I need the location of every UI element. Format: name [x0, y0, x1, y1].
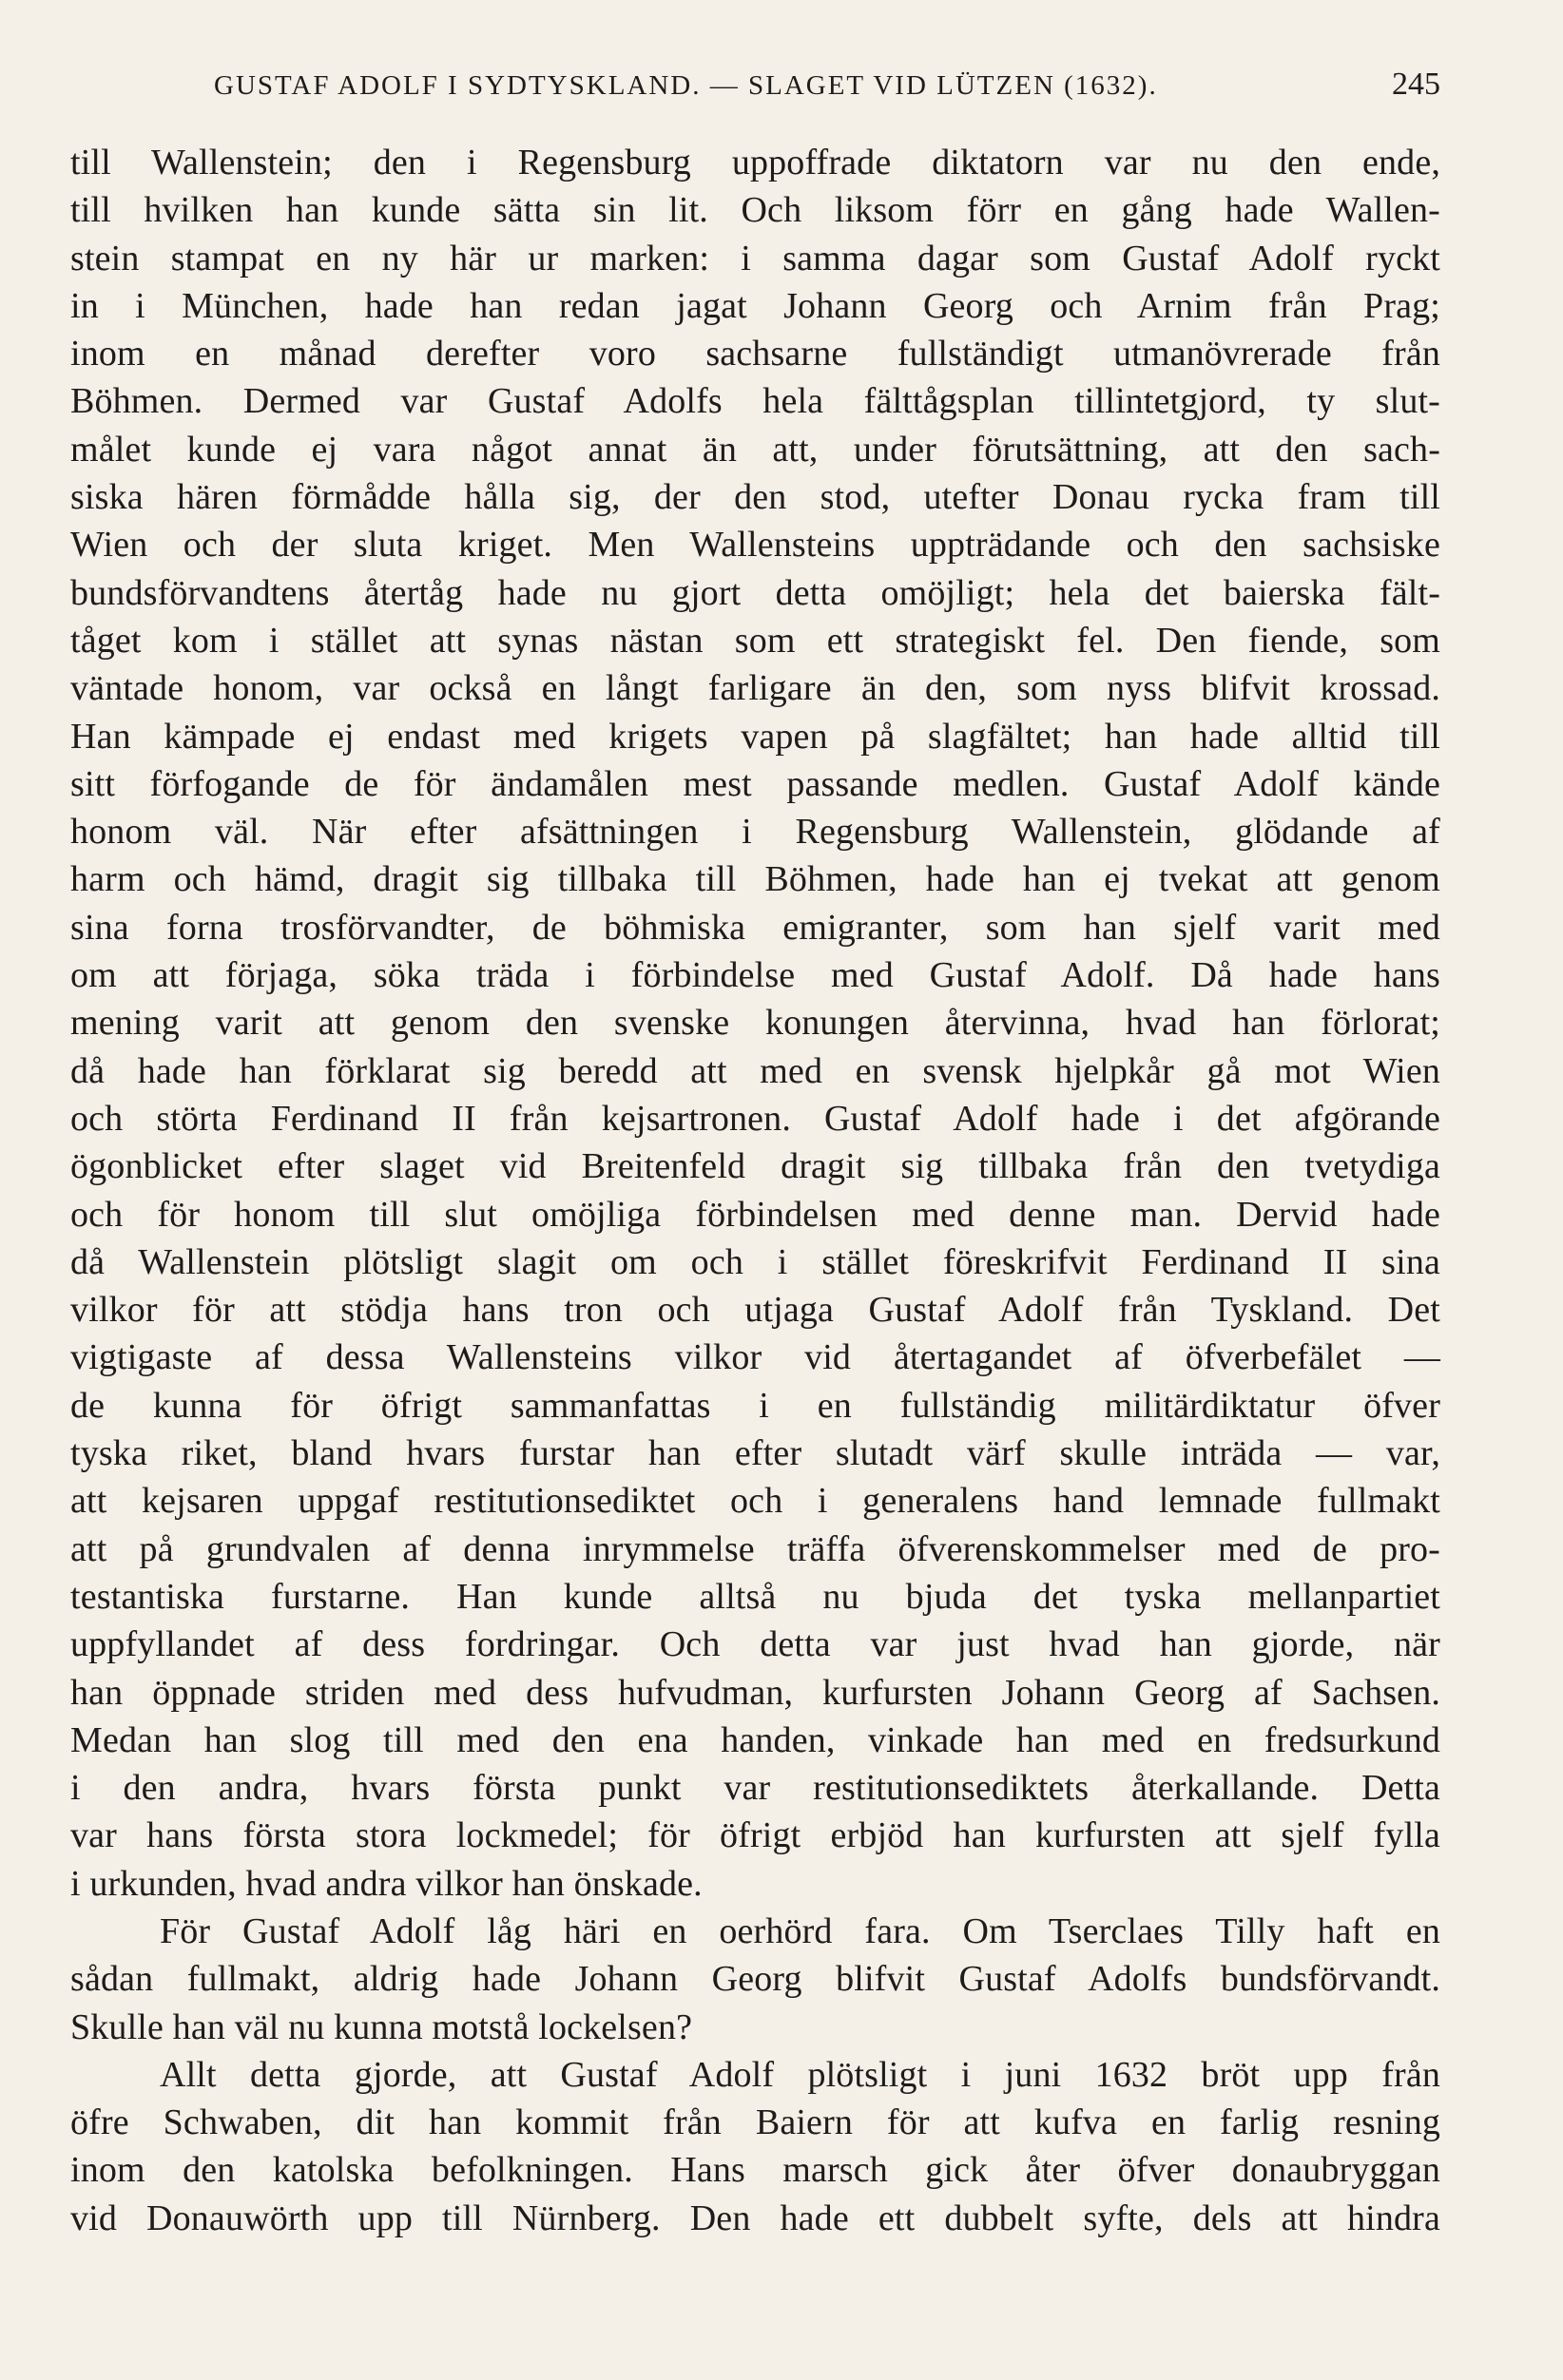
text-line: då Wallenstein plötsligt slagit om och i stället föreskrifvit Ferdinand II sina [70, 1241, 1440, 1282]
text-line: Böhmen. Dermed var Gustaf Adolfs hela fälttågsplan tillintetgjord, ty slut- [70, 381, 1440, 422]
page-header [162, 67, 1440, 114]
page-number: 245 [1392, 67, 1440, 102]
text-line: harm och hämd, dragit sig tillbaka till Böhmen, hade han ej tvekat att genom [70, 859, 1440, 900]
text-line: att kejsaren uppgaf restitutionsediktet och i generalens hand lemnade fullmakt [70, 1481, 1440, 1522]
text-line: tyska riket, bland hvars furstar han efter slutadt värf skulle inträda — var, [70, 1433, 1440, 1474]
text-line: honom väl. När efter afsättningen i Regensburg Wallenstein, glödande af [70, 812, 1440, 853]
text-line: uppfyllandet af dess fordringar. Och detta var just hvad han gjorde, när [70, 1624, 1440, 1665]
text-line: och för honom till slut omöjliga förbindelsen med denne man. Dervid hade [70, 1194, 1440, 1235]
text-line: om att förjaga, söka träda i förbindelse med Gustaf Adolf. Då hade hans [70, 955, 1440, 996]
text-line: i urkunden, hvad andra vilkor han önskade. [70, 1863, 703, 1904]
text-line: Wien och der sluta kriget. Men Wallensteins uppträdande och den sachsiske [70, 525, 1440, 566]
text-line: öfre Schwaben, dit han kommit från Baiern för att kufva en farlig resning [70, 2102, 1440, 2143]
text-line: siska hären förmådde hålla sig, der den stod, utefter Donau rycka fram till [70, 477, 1440, 518]
text-line: då hade han förklarat sig beredd att med en svensk hjelpkår gå mot Wien [70, 1050, 1440, 1091]
text-line: till Wallenstein; den i Regensburg uppoffrade diktatorn var nu den ende, [70, 143, 1440, 182]
text-line: de kunna för öfrigt sammanfattas i en fullständig militärdiktatur öfver [70, 1385, 1440, 1426]
running-title: GUSTAF ADOLF I SYDTYSKLAND. — SLAGET VID LÜTZEN (1632). [214, 70, 1158, 101]
text-line: sina forna trosförvandter, de böhmiska emigranter, som han sjelf varit med [70, 907, 1440, 948]
text-line: mening varit att genom den svenske konungen återvinna, hvad han förlorat; [70, 1003, 1440, 1044]
text-line: testantiska furstarne. Han kunde alltså nu bjuda det tyska mellanpartiet [70, 1576, 1440, 1617]
text-line: inom den katolska befolkningen. Hans marsch gick åter öfver donaubryggan [70, 2150, 1440, 2191]
text-line: målet kunde ej vara något annat än att, under förutsättning, att den sach- [70, 429, 1440, 470]
text-line: väntade honom, var också en långt farligare än den, som nyss blifvit krossad. [70, 668, 1440, 709]
text-line: vigtigaste af dessa Wallensteins vilkor vid återtagandet af öfverbefälet — [70, 1337, 1440, 1378]
text-line: Skulle han väl nu kunna motstå lockelsen? [70, 2006, 693, 2047]
text-line: ögonblicket efter slaget vid Breitenfeld dragit sig tillbaka från den tvetydiga [70, 1146, 1440, 1187]
text-line: han öppnade striden med dess hufvudman, kurfursten Johann Georg af Sachsen. [70, 1672, 1440, 1713]
text-line: var hans första stora lockmedel; för öfrigt erbjöd han kurfursten att sjelf fylla [70, 1815, 1440, 1856]
text-line: och störta Ferdinand II från kejsartronen. Gustaf Adolf hade i det afgörande [70, 1098, 1440, 1139]
text-line: tåget kom i stället att synas nästan som ett strategiskt fel. Den fiende, som [70, 620, 1440, 661]
text-line: i den andra, hvars första punkt var restitutionsediktets återkallande. Detta [70, 1768, 1440, 1809]
text-line: in i München, hade han redan jagat Johann Georg och Arnim från Prag; [70, 285, 1440, 326]
text-line: till hvilken han kunde sätta sin lit. Och liksom förr en gång hade Wallen- [70, 190, 1440, 231]
text-line: Allt detta gjorde, att Gustaf Adolf plötsligt i juni 1632 bröt upp från [160, 2054, 1440, 2095]
text-line: Medan han slog till med den ena handen, vinkade han med en fredsurkund [70, 1719, 1440, 1760]
text-line: sådan fullmakt, aldrig hade Johann Georg blifvit Gustaf Adolfs bundsförvandt. [70, 1959, 1440, 2000]
text-line: inom en månad derefter voro sachsarne fullständigt utmanövrerade från [70, 334, 1440, 374]
text-line: vid Donauwörth upp till Nürnberg. Den hade ett dubbelt syfte, dels att hindra [70, 2198, 1440, 2238]
text-line: sitt förfogande de för ändamålen mest passande medlen. Gustaf Adolf kände [70, 763, 1440, 804]
body-text [70, 139, 1440, 2242]
text-line: vilkor för att stödja hans tron och utjaga Gustaf Adolf från Tyskland. Det [70, 1290, 1440, 1331]
text-line: att på grundvalen af denna inrymmelse träffa öfverenskommelser med de pro- [70, 1528, 1440, 1569]
text-line: Han kämpade ej endast med krigets vapen på slagfältet; han hade alltid till [70, 716, 1440, 757]
text-line: stein stampat en ny här ur marken: i samma dagar som Gustaf Adolf ryckt [70, 238, 1440, 278]
text-line: För Gustaf Adolf låg häri en oerhörd fara. Om Tserclaes Tilly haft en [160, 1910, 1440, 1951]
text-line: bundsförvandtens återtåg hade nu gjort detta omöjligt; hela det baierska fält- [70, 572, 1440, 613]
